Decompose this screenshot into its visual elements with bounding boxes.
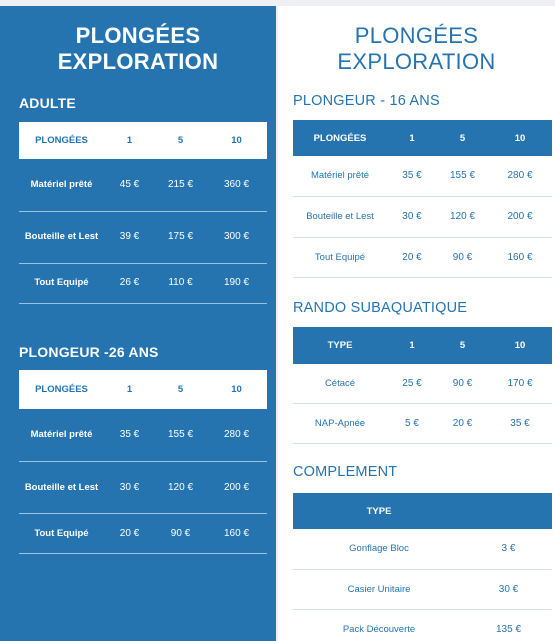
row-label: NAP-Apnée (293, 404, 387, 444)
table-row (19, 514, 267, 554)
adulte-table-header (19, 122, 267, 159)
price-cell: 30 € (387, 196, 437, 237)
row-label: Matériel prêté (19, 409, 104, 462)
table-row (293, 529, 552, 569)
table-row (19, 211, 267, 263)
row-label: Tout Equipé (19, 514, 104, 554)
price-cell: 200 € (206, 462, 267, 514)
price-cell: 120 € (155, 462, 206, 514)
header-cell: 5 (459, 339, 466, 351)
row-label: Tout Equipé (293, 237, 387, 277)
complement-table-header (293, 493, 552, 529)
price-cell: 39 € (104, 211, 155, 263)
price-cell: 5 € (387, 404, 437, 444)
adulte-heading: ADULTE (19, 95, 76, 111)
price-cell: 190 € (206, 263, 267, 303)
right-title (278, 23, 555, 75)
price-cell: 200 € (488, 196, 552, 237)
table-row (293, 196, 552, 237)
table-row (19, 462, 267, 514)
moins16-table (293, 120, 552, 278)
row-label: Casier Unitaire (293, 569, 465, 609)
header-cell: PLONGÉES (313, 132, 367, 144)
price-cell: 3 € (465, 529, 552, 569)
row-label: Cétacé (293, 364, 387, 404)
row-label: Gonflage Bloc (293, 529, 465, 569)
row-label: Bouteille et Lest (19, 462, 104, 514)
table-row (293, 609, 552, 641)
price-cell: 280 € (206, 409, 267, 462)
right-panel (278, 6, 555, 641)
header-cell: PLONGÉES (35, 383, 88, 395)
price-cell: 20 € (387, 237, 437, 277)
table-row (293, 404, 552, 444)
table-row (293, 569, 552, 609)
header-cell: TYPE (366, 505, 392, 517)
price-cell: 155 € (437, 156, 488, 196)
row-label: Tout Equipé (19, 263, 104, 303)
price-cell: 170 € (488, 364, 552, 404)
moins26-table-header (19, 370, 267, 409)
table-row (293, 364, 552, 404)
header-cell: 1 (126, 383, 133, 395)
price-cell: 155 € (155, 409, 206, 462)
price-cell: 360 € (206, 159, 267, 211)
table-row (19, 409, 267, 462)
table-row (19, 159, 267, 211)
price-cell: 135 € (465, 609, 552, 641)
price-cell: 35 € (488, 404, 552, 444)
moins26-table (19, 370, 267, 555)
header-cell: 1 (126, 135, 133, 146)
price-cell: 110 € (155, 263, 206, 303)
left-title-line1: PLONGÉES (75, 23, 201, 48)
header-cell: 10 (514, 132, 526, 144)
complement-table (293, 493, 552, 641)
header-cell: 10 (231, 135, 242, 146)
header-cell: 5 (177, 135, 184, 146)
left-panel (0, 6, 276, 641)
table-row (293, 237, 552, 277)
table-row (293, 156, 552, 196)
price-cell: 175 € (155, 211, 206, 263)
price-cell: 160 € (206, 514, 267, 554)
moins26-heading: PLONGEUR -26 ANS (19, 343, 159, 360)
left-title (0, 23, 276, 75)
price-cell: 160 € (488, 237, 552, 277)
adulte-table (19, 122, 267, 304)
moins16-table-header (293, 120, 552, 156)
price-cell: 120 € (437, 196, 488, 237)
price-cell: 45 € (104, 159, 155, 211)
header-cell: PLONGÉES (35, 135, 88, 146)
header-cell: 10 (514, 339, 526, 351)
rando-table-header (293, 327, 552, 364)
row-label: Bouteille et Lest (19, 211, 104, 263)
right-title-line1: PLONGÉES (354, 23, 479, 48)
price-cell: 30 € (104, 462, 155, 514)
row-label: Bouteille et Lest (293, 196, 387, 237)
header-cell: 5 (177, 383, 184, 395)
price-cell: 90 € (437, 364, 488, 404)
rando-heading: RANDO SUBAQUATIQUE (293, 299, 468, 316)
complement-heading: COMPLEMENT (293, 464, 398, 480)
row-label: Matériel prêté (293, 156, 387, 196)
right-title-line2: EXPLORATION (337, 49, 496, 74)
header-cell: 1 (409, 339, 415, 351)
price-cell: 35 € (104, 409, 155, 462)
rando-table (293, 327, 552, 445)
price-cell: 90 € (155, 514, 206, 554)
price-cell: 20 € (104, 514, 155, 554)
header-cell: 1 (409, 132, 415, 144)
left-title-line2: EXPLORATION (57, 49, 219, 74)
price-cell: 215 € (155, 159, 206, 211)
table-row (19, 263, 267, 303)
header-cell-empty (465, 493, 552, 529)
header-cell: TYPE (327, 339, 353, 351)
header-cell: 10 (231, 383, 242, 395)
row-label: Pack Découverte (293, 609, 465, 641)
price-cell: 90 € (437, 237, 488, 277)
row-label: Matériel prêté (19, 159, 104, 211)
price-cell: 25 € (387, 364, 437, 404)
header-cell: 5 (459, 132, 466, 144)
price-cell: 20 € (437, 404, 488, 444)
price-cell: 35 € (387, 156, 437, 196)
moins16-heading: PLONGEUR - 16 ANS (293, 93, 440, 109)
price-cell: 280 € (488, 156, 552, 196)
price-cell: 30 € (465, 569, 552, 609)
price-cell: 300 € (206, 211, 267, 263)
price-cell: 26 € (104, 263, 155, 303)
